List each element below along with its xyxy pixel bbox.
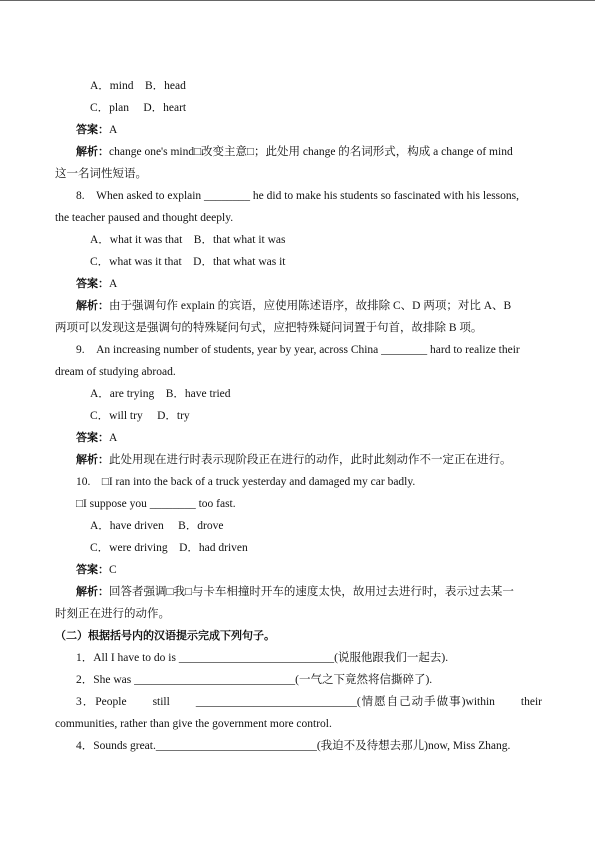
explanation-label: 解析： bbox=[76, 585, 109, 598]
answer-label: 答案： bbox=[76, 431, 109, 444]
translation-1: 1．All I have to do is ___________________________(说服他跟我们一起去). bbox=[76, 652, 449, 664]
section-heading: （二）根据括号内的汉语提示完成下列句子。 bbox=[55, 629, 275, 642]
translation-3-cont: communities, rather than give the government more control. bbox=[55, 718, 332, 730]
explanation-label: 解析： bbox=[76, 145, 109, 158]
q8-explanation-cont: 两项可以发现这是强调句的特殊疑问句式，应把特殊疑问词置于句首，故排除 B 项。 bbox=[55, 322, 483, 334]
page-top-rule bbox=[0, 0, 595, 1]
q10-options-cd: C．were driving D．had driven bbox=[90, 542, 248, 554]
q10-answer bbox=[76, 563, 117, 577]
q9-explanation bbox=[76, 453, 512, 467]
q9-stem: 9. An increasing number of students, year by year, across China ________ hard to realize their bbox=[76, 344, 520, 356]
q8-options-cd: C．what was it that D．that what was it bbox=[90, 256, 286, 268]
q9-options-ab: A．are trying B．have tried bbox=[90, 388, 231, 400]
q10-explanation bbox=[76, 585, 514, 599]
q7-explanation bbox=[76, 145, 513, 159]
q8-options-ab: A．what it was that B．that what it was bbox=[90, 234, 286, 246]
q10-stem: 10. □I ran into the back of a truck yesterday and damaged my car badly. bbox=[76, 476, 416, 488]
answer-value: A bbox=[109, 278, 118, 290]
explanation-label: 解析： bbox=[76, 453, 109, 466]
q10-explanation-cont: 时刻正在进行的动作。 bbox=[55, 608, 170, 620]
q8-explanation bbox=[76, 299, 511, 313]
q7-answer bbox=[76, 123, 117, 137]
q9-options-cd: C．will try D．try bbox=[90, 410, 190, 422]
translation-4: 4．Sounds great.____________________________(我迫不及待想去那儿)now, Miss Zhang. bbox=[76, 740, 511, 752]
q10-stem-reply: □I suppose you ________ too fast. bbox=[76, 498, 236, 510]
explanation-text: 回答者强调□我□与卡车相撞时开车的速度太快，故用过去进行时，表示过去某一 bbox=[109, 586, 514, 598]
translation-3: 3．People still ____________________________(情愿自己动手做事)within their bbox=[76, 696, 542, 708]
answer-label: 答案： bbox=[76, 563, 109, 576]
q9-answer bbox=[76, 431, 117, 445]
q8-stem-cont: the teacher paused and thought deeply. bbox=[55, 212, 234, 224]
answer-value: A bbox=[109, 124, 118, 136]
explanation-text: change one's mind□改变主意□；此处用 change 的名词形式，构成 a change of mind bbox=[109, 146, 513, 158]
q10-options-ab: A．have driven B．drove bbox=[90, 520, 224, 532]
q8-answer bbox=[76, 277, 117, 291]
q7-options-ab: A．mind B．head bbox=[90, 80, 186, 92]
answer-label: 答案： bbox=[76, 277, 109, 290]
answer-label: 答案： bbox=[76, 123, 109, 136]
q8-stem: 8. When asked to explain ________ he did to make his students so fascinated with his lessons, bbox=[76, 190, 520, 202]
explanation-text: 由于强调句作 explain 的宾语，应使用陈述语序，故排除 C、D 两项；对比 A、B bbox=[109, 300, 512, 312]
explanation-text: 此处用现在进行时表示现阶段正在进行的动作，此时此刻动作不一定正在进行。 bbox=[109, 454, 512, 466]
explanation-label: 解析： bbox=[76, 299, 109, 312]
q9-stem-cont: dream of studying abroad. bbox=[55, 366, 176, 378]
translation-2: 2．She was ____________________________(一气之下竟然将信撕碎了). bbox=[76, 674, 433, 686]
q7-explanation-cont: 这一名词性短语。 bbox=[55, 168, 147, 180]
answer-value: A bbox=[109, 432, 118, 444]
q7-options-cd: C．plan D．heart bbox=[90, 102, 187, 114]
answer-value: C bbox=[109, 564, 117, 576]
